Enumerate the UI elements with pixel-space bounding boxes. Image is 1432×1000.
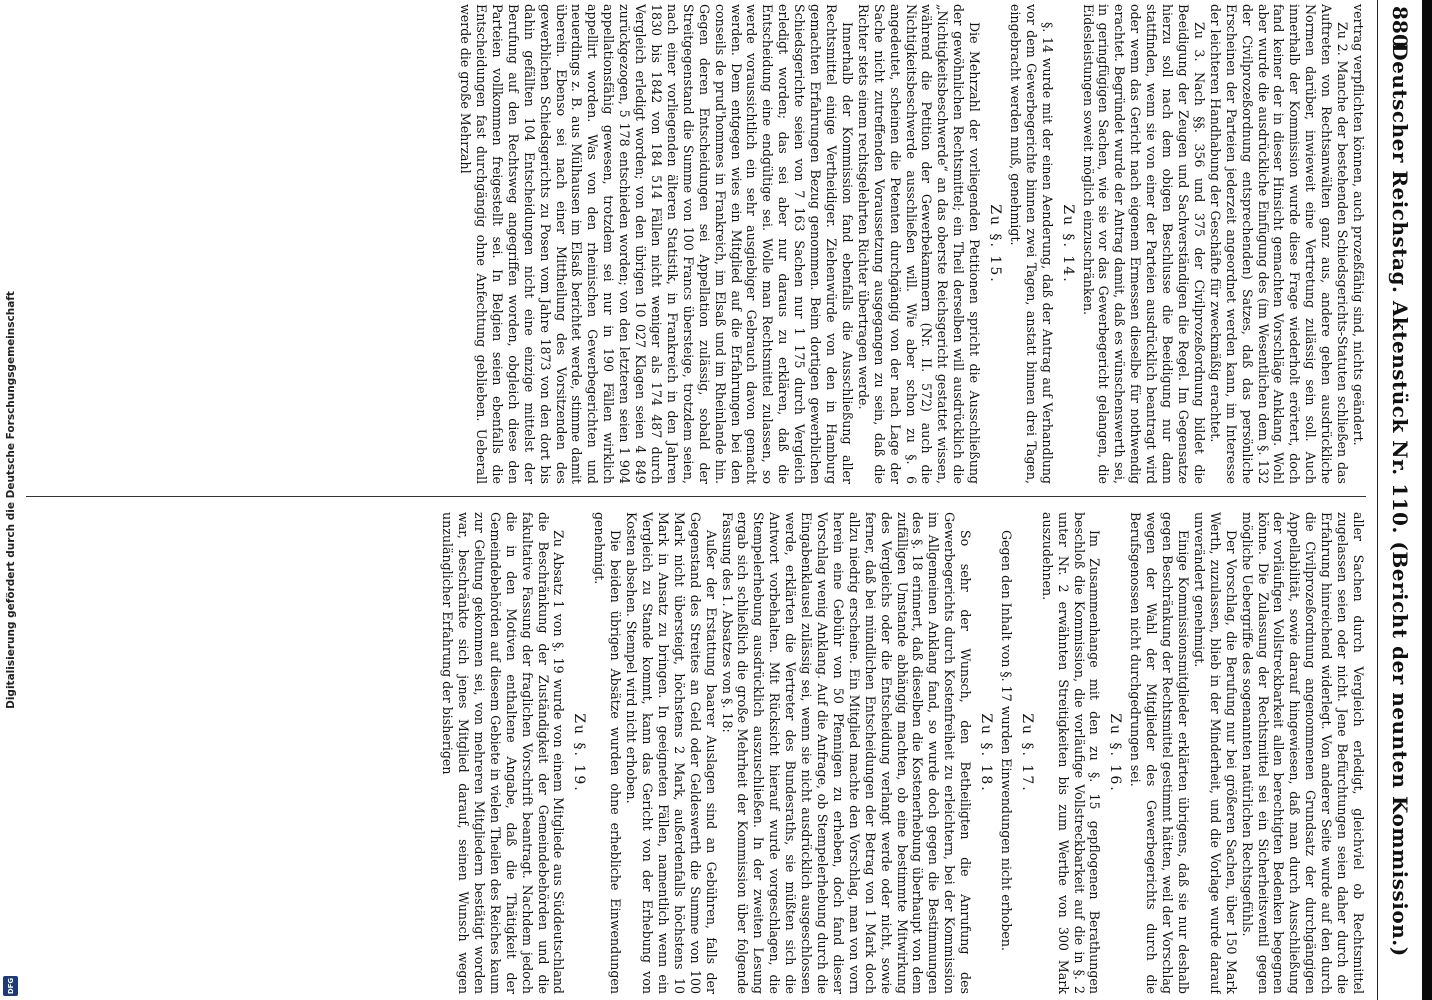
dfg-logo: [3, 976, 18, 996]
paragraph: Im Zusammenhange mit den zu §. 15 gepflogenen Berathungen beschloß die Kommission, die vorläufige Vollstreckbarkeit auf die in §. 2 unter Nr. 2 erwähnten Streitigkeiten bis zum Werthe von 300 Mark auszudehnen.: [1039, 512, 1103, 994]
paragraph: Einige Kommissionsmitglieder erklärten übrigens, daß sie nur deshalb gegen Beschränkung der Rechtsmittel gestimmt hätten, weil der Vorschlag wegen der Wahl der Mitglieder des Gewerbegerichts durch die Berufsgenossen nicht durchgedrungen sei.: [1128, 512, 1192, 994]
running-title: Deutscher Reichstag. Aktenstück Nr. 110. (Bericht der neunten Kommission.): [1388, 43, 1412, 957]
paragraph: Der Vorschlag, die Berufung nur bei größeren Sachen, über 150 Mark Werth, zuzulassen, blieb in der Minderheit, und die Vorlage wurde darauf unverändert genehmigt.: [1191, 512, 1239, 994]
page-number: 880: [1388, 6, 1412, 48]
paragraph: aller Sachen durch Vergleich erledigt, gleichviel ob Rechtsmittel zugelassen seien oder nicht. Jene Befürchtungen seien daher durch die Erfahrung hinreichend widerlegt. Von anderer Seite wurde auf den durch die Civilprozeßordnung angenommenen Grundsatz der durchgängigen Appellabilität, sowie darauf hingewiesen, daß man durch Ausschließung der vorläufigen Vollstreckbarkeit allen berechtigten Bedenken begegnen könne. Die Zulassung der Rechtsmittel sei ein Sicherheitsventil gegen mögliche Uebergriffe des sogenannten natürlichen Rechtsgefühls.: [1239, 512, 1366, 994]
section-heading: Zu §. 14.: [1059, 204, 1076, 284]
dfg-logo-text: DFG: [6, 977, 15, 995]
paragraph: Zu 2. Manche der bestehenden Schiedsgerichts-Statuten schließen das Auftreten von Rechtsanwälten ganz aus, andere gehen ausdrückliche Normen darüber, inwieweit eine Vertretung zulässig sein soll. Auch innerhalb der Kommission wurde diese Frage wiederholt erörtert, doch fand keiner der in dieser Hinsicht gemachten Vorschläge Anklang. Wohl aber wurde die ausdrückliche Einfügung des (im Wesentlichen dem §. 132 der Civilprozeßordnung entsprechenden) Satzes, daß das persönliche Erscheinen der Parteien jederzeit angeordnet werden kann, im Interesse der leichteren Handhabung der Geschäfte für zweckmäßig erachtet.: [1207, 4, 1351, 484]
paragraph: Zu Absatz 1 von §. 19 wurde von einem Mitgliede aus Süddeutschland die Beschränkung der Zuständigkeit der Gemeindebehörden und die fakultative Fassung der fraglichen Vorschrift beantragt. Nachdem jedoch die in den Motiven enthaltene Angabe, daß die Thätigkeit der Gemeindebehörden auf diesem Gebiete in vielen Theilen des Reiches kaum zur Geltung gekommen sei, von mehreren Mitgliedern bestätigt worden war, beschränkte sich jenes Mitglied darauf, seinen Wunsch wegen unzulänglicher Erfahrung der bisherigen: [440, 512, 567, 994]
section-heading: Zu §. 15.: [987, 204, 1004, 284]
paragraph: Die beiden übrigen Absätze wurden ohne erhebliche Einwendungen genehmigt.: [592, 512, 624, 994]
column-divider: [26, 496, 1366, 497]
paragraph: Gegen den Inhalt von §. 17 wurden Einwendungen nicht erhoben.: [998, 530, 1014, 951]
paragraph: Die Mehrzahl der vorliegenden Petitionen spricht die Ausschließung der gewöhnlichen Rechtsmittel; ein Theil derselben will ausdrücklich die „Nichtigkeitsbeschwerde“ an das oberste Reichsgericht gestattet wissen, während die Petition der Gewerbekammern (Nr. II. 572) auch die Nichtigkeitsbeschwerde ausschließen will. Wie aber schon zu §. 6 angedeutet, scheinen die Petenten durchgängig von der nach Lage der Sache nicht zutreffenden Voraussetzung ausgegangen zu sein, daß die Richter stets einem rechtsgelehrten Richter übertragen werde.: [855, 4, 983, 484]
section-heading: Zu §. 17.: [1018, 713, 1035, 793]
paragraph: Zu 3. Nach §§. 356 und 375 der Civilprozeßordnung bildet die Beeidigung der Zeugen und Sachverständigen die Regel. Im Gegensatze hierzu soll nach dem obigen Beschlusse die Beeidigung nur dann stattfinden, wenn sie von einer der Parteien ausdrücklich beantragt wird oder wenn das Gericht nach eigenem Ermessen dieselbe für nothwendig erachtet. Begründet wurde der Antrag damit, daß es wünschenswerth sei, in geringfügigen Sachen, wie sie vor das Gewerbegericht gelangen, die Eidesleistungen soweit möglich einzuschränken.: [1080, 4, 1207, 484]
credit-text: Digitalisierung gefördert durch die Deutsche Forschungsgemeinschaft: [5, 291, 17, 709]
page-header: [1377, 0, 1422, 1000]
document-page: [22, 0, 1422, 1000]
section-heading: Zu §. 18.: [978, 713, 995, 793]
paragraph: vertrag verpflichten können, auch prozeßfähig sind, nichts geändert.: [1351, 4, 1366, 446]
section-heading: Zu §. 16.: [1107, 713, 1124, 793]
paragraph: Innerhalb der Kommission fand ebenfalls die Ausschließung aller Rechtsmittel einige Vertheidiger. Ziehenwürde von den in Hamburg gemachten Erfahrungen Bezug genommen. Beim dortigen gewerblichen Schiedsgerichte seien von 7 163 Sachen nur 1 175 durch Vergleich erledigt worden; das sei aber nur daraus zu erklären, daß die Entscheidung eine endgültige sei. Wolle man Rechtsmittel zulassen, so werde voraussichtlich ein sehr ausgiebiger Gebrauch davon gemacht werden. Dem entgegen wies ein Mitglied auf die Erfahrungen bei den conseils de prud'hommes in Frankreich, im Elsaß und im Rheinlande hin. Gegen deren Entscheidungen sei Appellation zulässig, sobald der Streitgegenstand die Summe von 100 Francs übersteige, trotzdem seien, nach einer vorliegenden älteren Statistik, in Frankreich in den Jahren 1830 bis 1842 von 184 514 Fällen nicht weniger als 174 487 durch Vergleich erledigt worden; von den übrigen 10 027 Klagen seien 4 849 zurückgezogen, 5 178 entschieden worden; von den letzteren seien 1 904 appellationsfähig gewesen, trotzdem sei nur in 190 Fällen wirklich appellirt worden. Was von den rheinischen Gewerbegerichten und neuerdings z. B. aus Mülhausen im Elsaß berichtet werde, stimme damit überein. Ebenso sei nach einer Mittheilung des Vorsitzenden des gewerblichen Schiedsgerichts zu Posen vom Jahre 1873 von den dort bis dahin gefällten 104 Entscheidungen nicht eine einzige mittelst der Berufung auf den Rechtsweg angegriffen worden, obgleich diese den Parteien vollkommen freigestellt sei. In Belgien seien ebenfalls die Entscheidungen fast durchgängig ohne Anfechtung geblieben. Ueberall werde die große Mehrzahl: [458, 4, 855, 484]
text-columns: [26, 0, 1366, 1000]
paragraph: So sehr der Wunsch, den Betheiligten die Anrufung des Gewerbegerichts durch Kostenfreiheit zu erleichtern, bei der Kommission im Allgemeinen Anklang fand, so wurde doch gegen die Bestimmungen des §. 18 erinnert, daß dieselben die Kostenerhebung überhaupt von dem zufälligen Umstande abhängig machten, ob eine bestimmte Mitwirkung des Vergleichs oder die Entscheidung verlangt werde oder nicht, sowie ferner, daß bei mündlichen Entscheidungen der Betrag von 1 Mark doch allzu niedrig erscheine. Ein Mitglied machte den Vorschlag, man von vorn herein eine Gebühr von 50 Pfennigen zu erheben, doch fand dieser Vorschlag wenig Anklang. Auf die Anfrage, ob Stempelerhebung durch die Eingabenklausel zulässig sei, wenn sie nicht ausdrücklich ausgeschlossen werde, erklärten die Vertreter des Bundesraths, sie müßten sich die Antwort vorbehalten. Mit Rücksicht hierauf wurde vorgeschlagen, die Stempelerhebung ausdrücklich auszuschließen. In der zweiten Lesung ergab sich schließlich die große Mehrheit der Kommission über folgende Fassung des 1. Absatzes von §. 18:: [719, 512, 974, 994]
left-column: [26, 4, 1366, 484]
digitization-credit: [0, 0, 22, 1000]
paragraph: §. 14 wurde mit der einen Aenderung, daß der Antrag auf Verhandlung vor dem Gewerbegerichte binnen zwei Tagen, anstatt binnen drei Tagen, eingebracht werden muß, genehmigt.: [1007, 4, 1055, 484]
right-column: [26, 512, 1366, 994]
scan-border: [1422, 0, 1432, 1000]
section-heading: Zu §. 19.: [571, 713, 588, 793]
quoted-paragraph: Außer der Erstattung baarer Auslagen sind an Gebühren, falls der Gegenstand des Streites an Geld oder Geldeswerth die Summe von 100 Mark nicht übersteigt, höchstens 2 Mark, außerdenfalls höchstens 10 Mark in Ansatz zu bringen. In geeigneten Fällen, namentlich wenn ein Vergleich zu Stande kommt, kann das Gericht von der Erhebung von Kosten absehen. Stempel wird nicht erhoben.: [624, 512, 719, 994]
